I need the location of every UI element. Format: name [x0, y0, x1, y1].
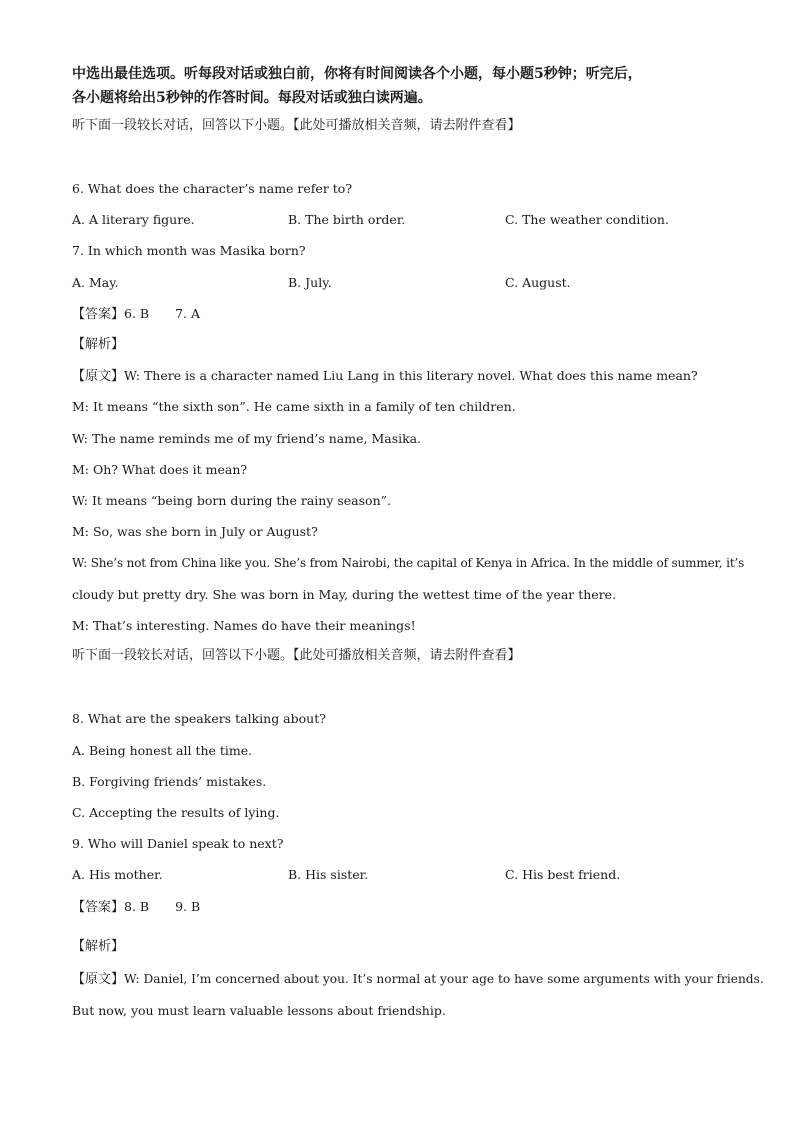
question-6: 6. What does the character’s name refer to?: [72, 181, 353, 196]
q9-option-b: B. His sister.: [288, 867, 369, 882]
q7-option-b: B. July.: [288, 275, 332, 290]
q7-option-c: C. August.: [505, 275, 571, 290]
q7-option-a: A. May.: [72, 275, 119, 290]
answer-tag: 【答案】: [72, 307, 125, 322]
answer-tag: 【答案】: [72, 900, 125, 915]
section1-transcript-line-1: [72, 368, 698, 385]
answer-7: 7. A: [175, 306, 201, 321]
source-tag: 【原文】: [72, 369, 125, 384]
source-tag: 【原文】: [72, 972, 125, 987]
intro-line-2: 各小题将给出5秒钟的作答时间。每段对话或独白读两遍。: [72, 90, 432, 106]
section1-transcript-line-3: W: The name reminds me of my friend’s name, Masika.: [72, 431, 422, 446]
answer-9: 9. B: [175, 899, 201, 914]
section2-instruction: 听下面一段较长对话，回答以下小题。【此处可播放相关音频，请去附件查看】: [72, 648, 521, 663]
section1-transcript-line-5: W: It means “being born during the rainy season”.: [72, 493, 391, 508]
section1-transcript-line-6: M: So, was she born in July or August?: [72, 524, 318, 539]
section2-analysis-tag: 【解析】: [72, 939, 125, 954]
section1-instruction: 听下面一段较长对话，回答以下小题。【此处可播放相关音频，请去附件查看】: [72, 118, 521, 133]
section1-transcript-line-7: W: She’s not from China like you. She’s from Nairobi, the capital of Kenya in Africa. In the middle of summer, it’s: [72, 556, 745, 570]
transcript-text: W: There is a character named Liu Lang in this literary novel. What does this name mean?: [124, 368, 698, 383]
answer-6: 6. B: [124, 306, 150, 321]
q8-option-a: A. Being honest all the time.: [72, 743, 253, 758]
q8-option-b: B. Forgiving friends’ mistakes.: [72, 774, 267, 789]
section2-transcript-line-1: [72, 971, 764, 988]
q6-option-b: B. The birth order.: [288, 212, 406, 227]
transcript-text: W: Daniel, I’m concerned about you. It’s normal at your age to have some arguments with your friends.: [124, 972, 764, 986]
section1-transcript-line-8: cloudy but pretty dry. She was born in May, during the wettest time of the year there.: [72, 587, 617, 602]
q9-option-c: C. His best friend.: [505, 867, 621, 882]
section1-transcript-line-4: M: Oh? What does it mean?: [72, 462, 248, 477]
section2-transcript-line-2: But now, you must learn valuable lessons about friendship.: [72, 1003, 446, 1018]
answer-8: 8. B: [124, 899, 150, 914]
q9-option-a: A. His mother.: [72, 867, 163, 882]
section1-transcript-line-2: M: It means “the sixth son”. He came sixth in a family of ten children.: [72, 399, 516, 414]
question-8: 8. What are the speakers talking about?: [72, 711, 326, 726]
section1-answers: [72, 306, 200, 323]
section1-analysis-tag: 【解析】: [72, 337, 125, 352]
question-9: 9. Who will Daniel speak to next?: [72, 836, 284, 851]
section2-answers: [72, 899, 200, 916]
q6-option-c: C. The weather condition.: [505, 212, 669, 227]
intro-line-1: 中选出最佳选项。听每段对话或独白前，你将有时间阅读各个小题，每小题5秒钟；听完后，: [72, 66, 642, 82]
section1-transcript-line-9: M: That’s interesting. Names do have their meanings!: [72, 618, 416, 633]
q6-option-a: A. A literary figure.: [72, 212, 195, 227]
question-7: 7. In which month was Masika born?: [72, 243, 306, 258]
q8-option-c: C. Accepting the results of lying.: [72, 805, 280, 820]
